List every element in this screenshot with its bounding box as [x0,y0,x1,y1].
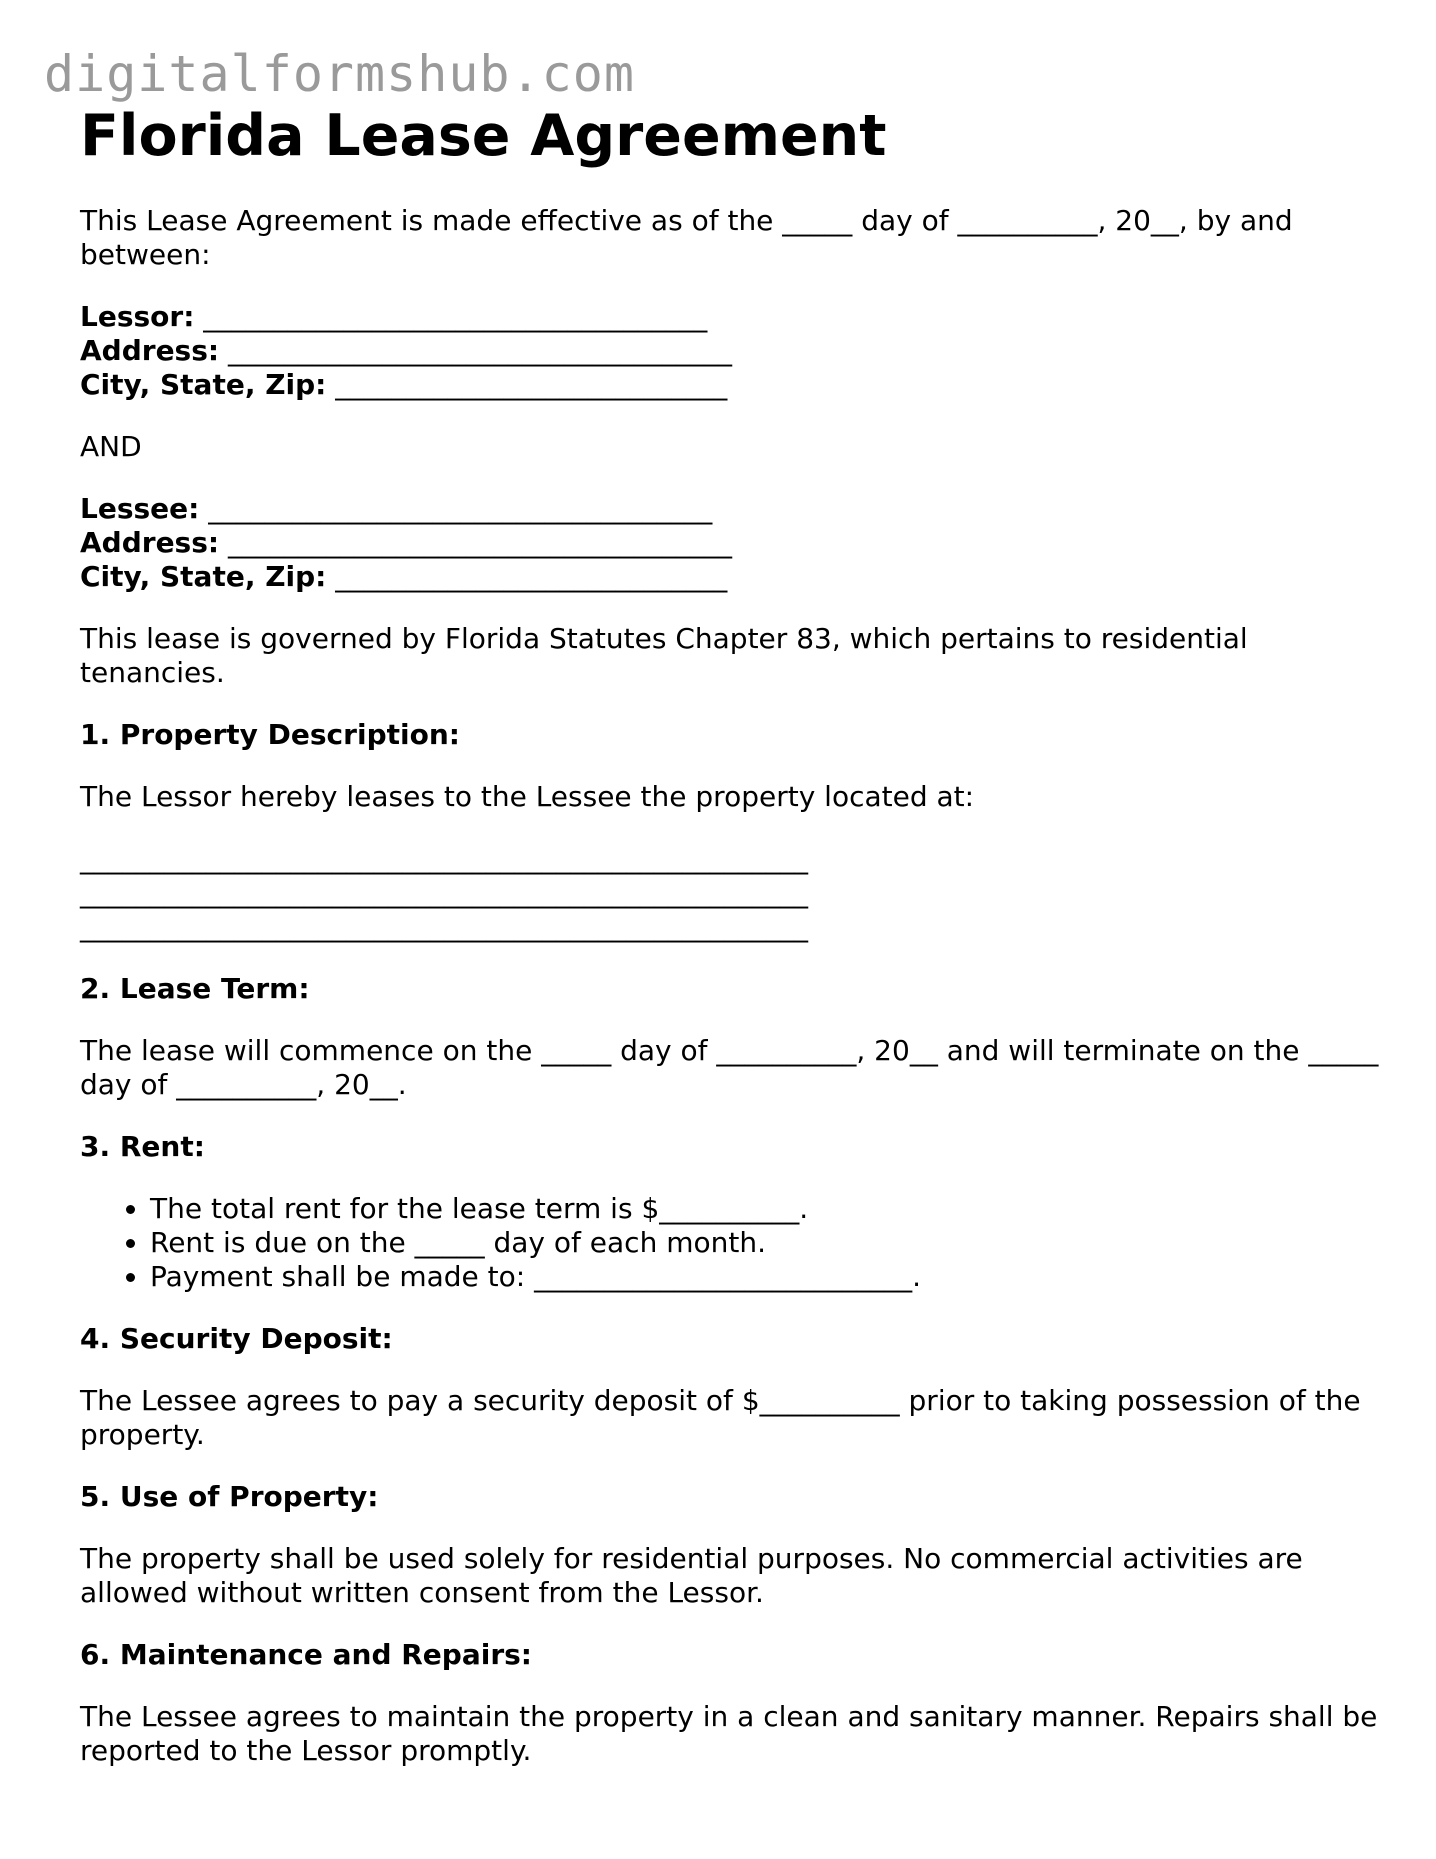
lessee-block [80,492,1380,594]
section-term-body: The lease will commence on the _____ day of __________, 20__ and will terminate on the _____ day of __________, 20__. [80,1034,1379,1101]
section-use-body: The property shall be used solely for residential purposes. No commercial activities are allowed without written consent from the Lessor. [80,1542,1303,1609]
lessor-name-blank[interactable]: ____________________________________ [194,300,708,333]
watermark: digitalformshub.com [44,45,635,103]
section-maintenance-body: The Lessee agrees to maintain the property in a clean and sanitary manner. Repairs shall be reported to the Lessor promptly. [80,1700,1378,1767]
document-title: Florida Lease Agreement [80,103,887,169]
lessee-name-line [80,492,1380,526]
lessor-address-blank[interactable]: ____________________________________ [219,334,732,367]
property-address-blanks [80,842,1380,944]
lessee-city-state-zip-label: City, State, Zip: [80,560,327,593]
lessor-city-state-zip-label: City, State, Zip: [80,368,327,401]
lessor-address-line [80,334,1380,368]
lessee-address-label: Address: [80,526,220,559]
section-property-body: The Lessor hereby leases to the Lessee the property located at: [80,780,975,813]
property-address-blank-line[interactable]: ____________________________________________________ [80,842,808,875]
section-deposit-title: 4. Security Deposit: [80,1322,393,1355]
intro-paragraph: This Lease Agreement is made effective as of the _____ day of __________, 20__, by and between: [80,204,1293,271]
rent-list-item: • Payment shall be made to: ___________________________. [150,1260,1380,1294]
lessor-block [80,300,1380,402]
lessee-address-line [80,526,1380,560]
lessor-name-label: Lessor: [80,300,195,333]
statute-paragraph: This lease is governed by Florida Statutes Chapter 83, which pertains to residential tenancies. [80,622,1248,689]
section-maintenance-title: 6. Maintenance and Repairs: [80,1638,533,1671]
section-use-title: 5. Use of Property: [80,1480,379,1513]
section-term-title: 2. Lease Term: [80,972,310,1005]
lessor-name-line [80,300,1380,334]
lessee-address-blank[interactable]: ____________________________________ [219,526,732,559]
property-address-blank-line[interactable]: ____________________________________________________ [80,876,808,909]
lease-document [80,98,1380,1768]
rent-list-item: • Rent is due on the _____ day of each month. [150,1226,1380,1260]
lessee-name-label: Lessee: [80,492,200,525]
lessor-city-state-zip-blank[interactable]: ____________________________ [326,368,728,401]
lessee-name-blank[interactable]: ____________________________________ [199,492,713,525]
lessor-city-state-zip-line [80,368,1380,402]
rent-list [80,1192,1380,1294]
lessor-address-label: Address: [80,334,220,367]
section-deposit-body: The Lessee agrees to pay a security deposit of $__________ prior to taking possession of the property. [80,1384,1361,1451]
lessee-city-state-zip-line [80,560,1380,594]
section-property-title: 1. Property Description: [80,718,460,751]
section-rent-title: 3. Rent: [80,1130,205,1163]
and-separator: AND [80,430,142,463]
rent-list-item: • The total rent for the lease term is $__________. [150,1192,1380,1226]
property-address-blank-line[interactable]: ____________________________________________________ [80,910,808,943]
lessee-city-state-zip-blank[interactable]: ____________________________ [326,560,728,593]
